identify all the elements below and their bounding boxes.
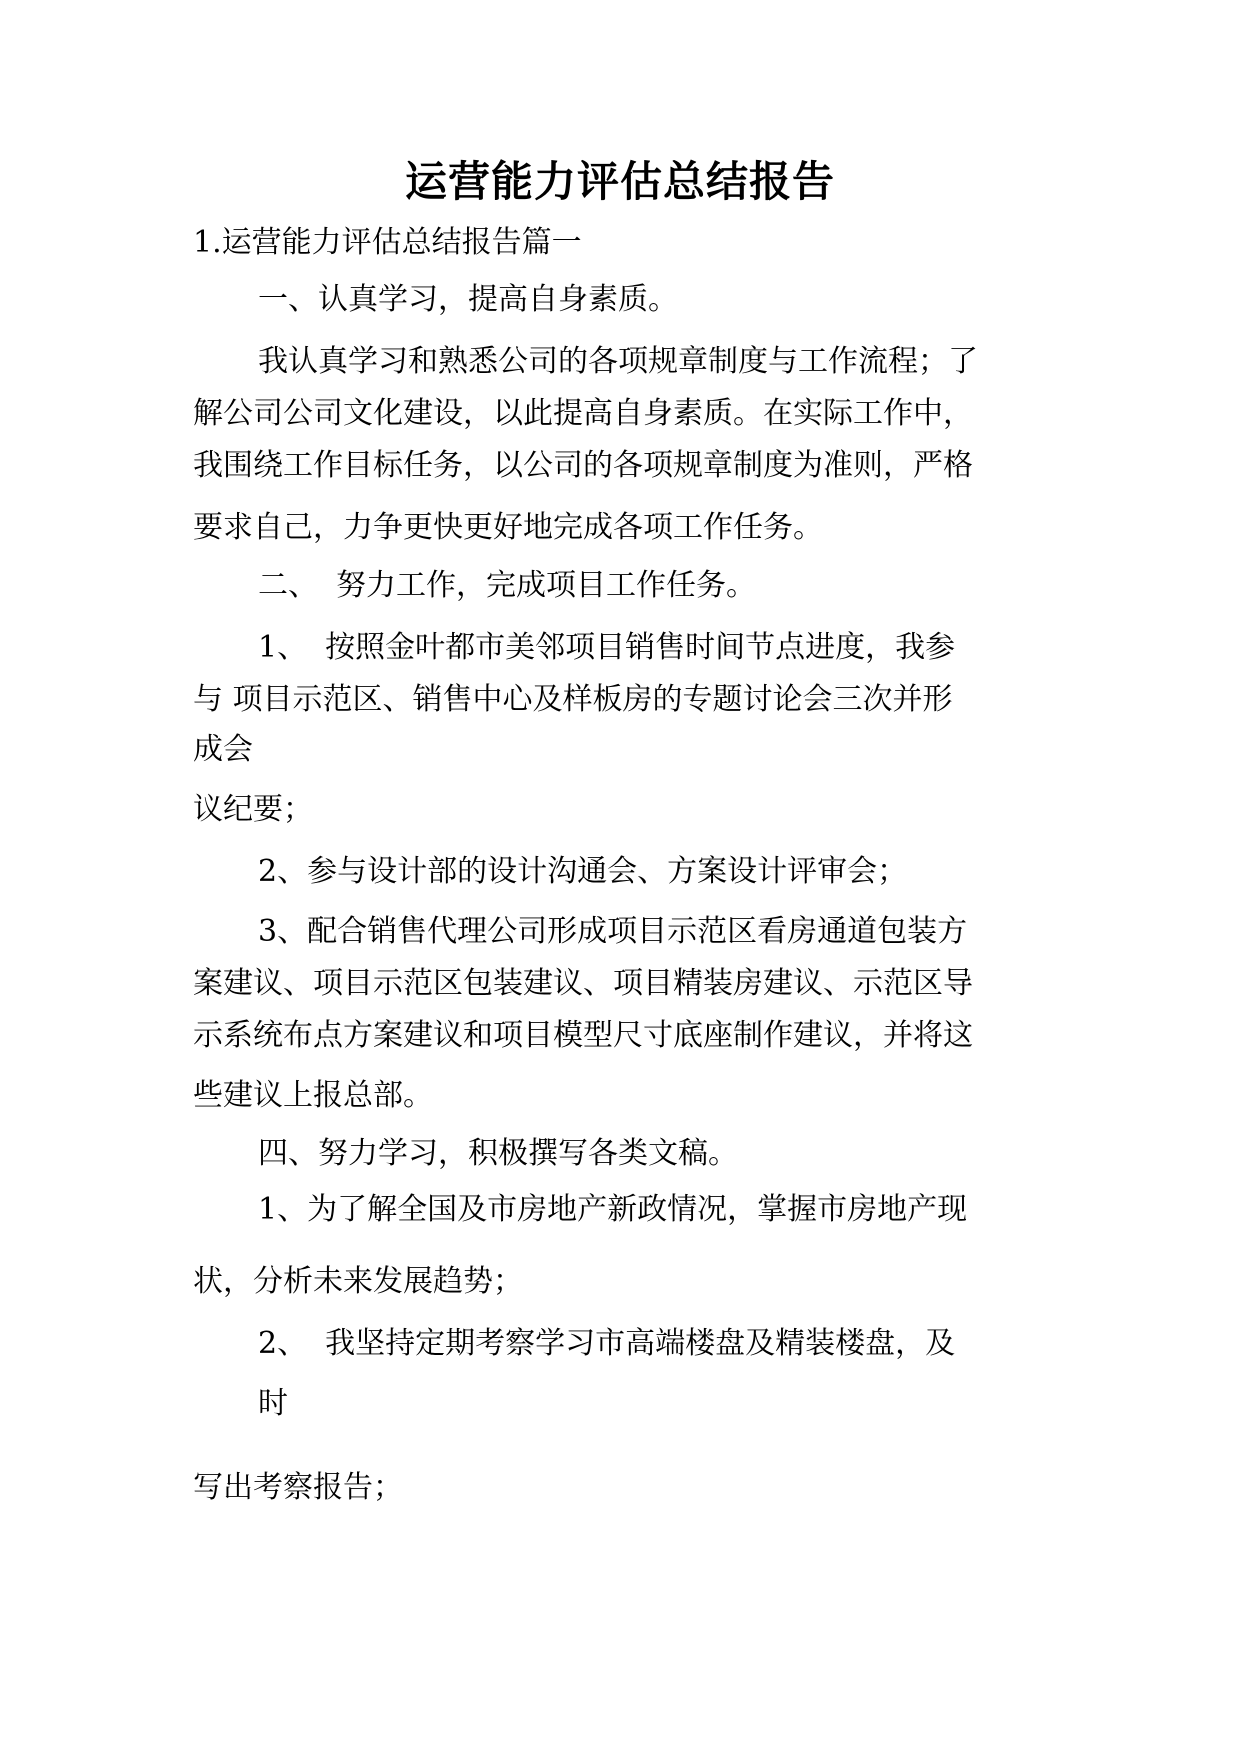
section4-item1-line-1: 1、为了解全国及市房地产新政情况，掌握市房地产现 xyxy=(258,1192,968,1227)
section4-item2-number: 2、 xyxy=(258,1326,308,1361)
section2-item1-line-1 xyxy=(258,628,955,668)
section4-item2-line-3: 写出考察报告； xyxy=(193,1470,403,1505)
section1-para-line-1: 我认真学习和熟悉公司的各项规章制度与工作流程；了 xyxy=(258,344,978,379)
section-heading: 1.运营能力评估总结报告篇一 xyxy=(193,225,582,260)
section2-item2: 2、参与设计部的设计沟通会、方案设计评审会； xyxy=(258,854,908,889)
section2-item1-number: 1、 xyxy=(258,630,308,665)
section2-item1-text: 按照金叶都市美邻项目销售时间节点进度，我参 xyxy=(325,630,956,665)
section2-heading-number: 二、 xyxy=(258,568,318,603)
section1-para-line-4: 要求自己，力争更快更好地完成各项工作任务。 xyxy=(193,510,823,545)
section1-para-line-3: 我围绕工作目标任务，以公司的各项规章制度为准则，严格 xyxy=(193,448,973,483)
section2-item3-line-1: 3、配合销售代理公司形成项目示范区看房通道包装方 xyxy=(258,914,968,949)
section2-heading xyxy=(258,566,756,606)
document-title: 运营能力评估总结报告 xyxy=(404,157,835,206)
section2-item1-line-2: 与 项目示范区、销售中心及样板房的专题讨论会三次并形 xyxy=(193,682,953,717)
section2-item3-line-2: 案建议、项目示范区包装建议、项目精装房建议、示范区导 xyxy=(193,966,973,1001)
section4-item1-line-2: 状，分析未来发展趋势； xyxy=(193,1264,523,1299)
section4-heading: 四、努力学习，积极撰写各类文稿。 xyxy=(258,1136,738,1171)
section2-item3-line-3: 示系统布点方案建议和项目模型尺寸底座制作建议，并将这 xyxy=(193,1018,973,1053)
section1-para-line-2: 解公司公司文化建设，以此提高自身素质。在实际工作中， xyxy=(193,396,973,431)
section2-heading-text: 努力工作，完成项目工作任务。 xyxy=(336,568,756,603)
section2-item3-line-4: 些建议上报总部。 xyxy=(193,1078,433,1113)
section4-item2-line-1 xyxy=(258,1324,955,1364)
section4-item2-text: 我坚持定期考察学习市高端楼盘及精装楼盘，及 xyxy=(325,1326,956,1361)
section1-heading: 一、认真学习，提高自身素质。 xyxy=(258,282,678,317)
section2-item1-line-4: 议纪要； xyxy=(193,792,313,827)
section4-item2-line-2: 时 xyxy=(258,1386,288,1421)
section2-item1-line-3: 成会 xyxy=(193,732,253,767)
